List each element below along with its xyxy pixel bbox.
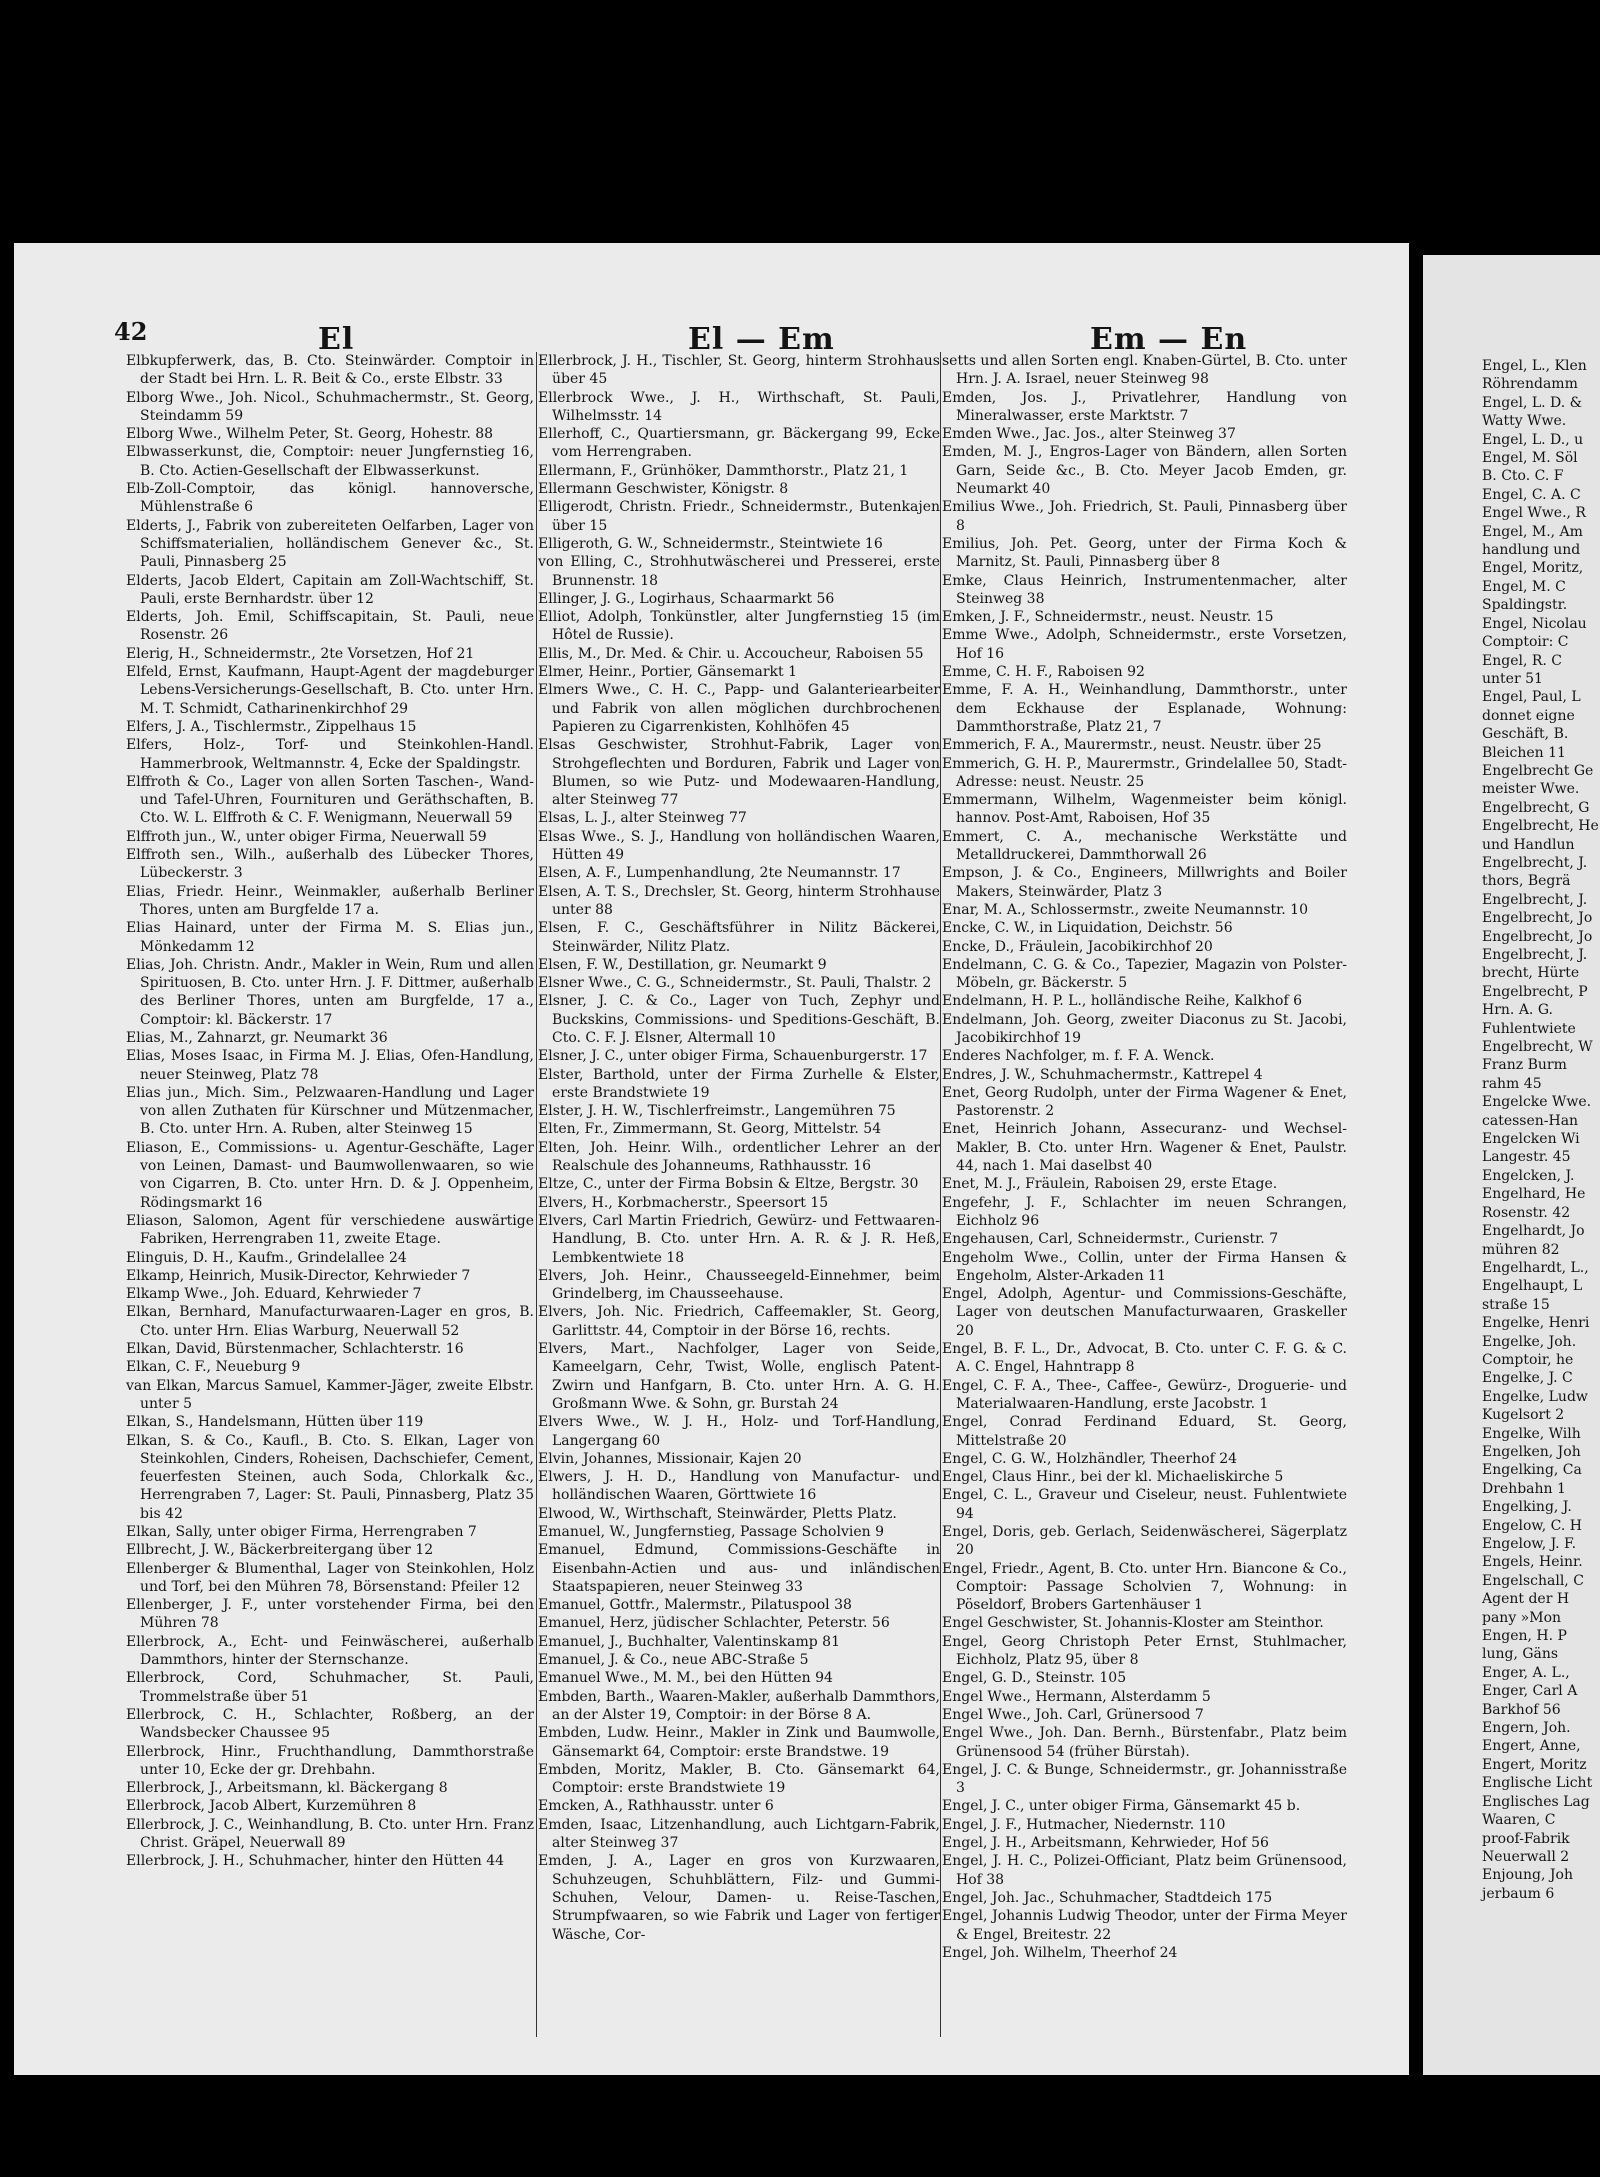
directory-entry: Eliason, E., Commissions- u. Agentur-Geschäfte, Lager von Leinen, Damast- und Baumwollenwaaren, so wie von Cigarren, B. Cto. unter Hrn. D. & J. Oppenheim, Rödingsmarkt 16	[126, 1139, 534, 1211]
directory-entry: Emmerich, F. A., Maurermstr., neust. Neustr. über 25	[942, 737, 1322, 754]
next-page-line: Spaldingstr.	[1482, 597, 1568, 614]
next-page-line: handlung und	[1482, 542, 1581, 559]
next-page-line: Engelbrecht, J.	[1482, 891, 1588, 908]
next-page-line: Engelcke Wwe.	[1482, 1094, 1592, 1111]
next-page-line: Franz Burm	[1482, 1057, 1567, 1074]
directory-entry: von Elling, C., Strohhutwäscherei und Presserei, erste Brunnenstr. 18	[538, 554, 940, 589]
directory-entry: Emme, C. H. F., Raboisen 92	[942, 664, 1145, 681]
directory-entry: Emanuel, J. & Co., neue ABC-Straße 5	[538, 1652, 809, 1669]
directory-entry: Ellerbrock, J. C., Weinhandlung, B. Cto. unter Hrn. Franz Christ. Gräpel, Neuerwall 89	[126, 1816, 534, 1852]
next-page-line: Fuhlentwiete	[1482, 1020, 1576, 1037]
directory-entry: Engehausen, Carl, Schneidermstr., Curienstr. 7	[942, 1231, 1279, 1248]
next-page-line: Comptoir, he	[1482, 1351, 1574, 1368]
directory-entry: Elinguis, D. H., Kaufm., Grindelallee 24	[126, 1249, 407, 1266]
directory-entry: Empson, J. & Co., Engineers, Millwrights and Boiler Makers, Steinwärder, Platz 3	[942, 865, 1347, 900]
next-page-line: Engelbrecht, G	[1482, 799, 1590, 816]
directory-entry: Elligeroth, G. W., Schneidermstr., Steintwiete 16	[538, 535, 883, 552]
directory-entry: Elias, Friedr. Heinr., Weinmakler, außerhalb Berliner Thores, unten am Burgfelde 17 a.	[126, 883, 534, 918]
next-page-line: mühren 82	[1482, 1241, 1560, 1258]
directory-entry: Elvers, Carl Martin Friedrich, Gewürz- und Fettwaaren-Handlung, B. Cto. unter Hrn. A. R. & J. R. Heß, Lembkentwiete 18	[538, 1212, 940, 1266]
directory-entry: Engel, J. H., Arbeitsmann, Kehrwieder, Hof 56	[942, 1835, 1269, 1852]
directory-entry: Emanuel, J., Buchhalter, Valentinskamp 81	[538, 1633, 840, 1650]
next-page-line: Engelke, Henri	[1482, 1315, 1590, 1332]
next-page-line: und Handlun	[1482, 836, 1575, 853]
next-page-line: Engel Wwe., R	[1482, 505, 1586, 522]
next-page-line: Agent der H	[1482, 1591, 1570, 1608]
directory-entry: Elborg Wwe., Wilhelm Peter, St. Georg, Hohestr. 88	[126, 426, 494, 443]
directory-entry: Ellerbrock, A., Echt- und Feinwäscherei, außerhalb Dammthors, hinter der Sternschanze.	[126, 1633, 534, 1669]
next-page-line: catessen-Han	[1482, 1112, 1579, 1129]
directory-entry: Emcken, A., Rathhausstr. unter 6	[538, 1798, 774, 1815]
directory-entry: Engel, J. F., Hutmacher, Niedernstr. 110	[942, 1816, 1226, 1833]
directory-entry: Engeholm Wwe., Collin, unter der Firma Hansen & Engeholm, Alster-Arkaden 11	[942, 1249, 1347, 1284]
directory-entry: Engel, C. G. W., Holzhändler, Theerhof 24	[942, 1450, 1238, 1467]
directory-entry: Elwers, J. H. D., Handlung von Manufactur- und holländischen Waaren, Görttwiete 16	[538, 1469, 940, 1504]
directory-entry: Ellenberger, J. F., unter vorstehender Firma, bei den Mühren 78	[126, 1597, 534, 1632]
running-head-left: El	[318, 322, 355, 357]
directory-entry: Emken, J. F., Schneidermstr., neust. Neustr. 15	[942, 609, 1274, 626]
directory-entry: Elsas Geschwister, Strohhut-Fabrik, Lager von Strohgeflechten und Borduren, Fabrik und Lager von Blumen, so wie Putz- und Modewaaren-Handlung, alter Steinweg 77	[538, 737, 940, 809]
directory-column-1	[126, 352, 534, 1871]
next-page-line: Engelhardt, Jo	[1482, 1223, 1585, 1240]
directory-entry: Elten, Joh. Heinr. Wilh., ordentlicher Lehrer an der Realschule des Johanneums, Rathhausstr. 16	[538, 1139, 940, 1175]
directory-entry: Enet, Heinrich Johann, Assecuranz- und Wechsel-Makler, B. Cto. unter Hrn. Wagener & Enet, Paulstr. 44, nach 1. Mai daselbst 40	[942, 1121, 1347, 1175]
next-page-column-fragment	[1482, 357, 1597, 1903]
next-page-line: Engelbrecht, Jo	[1482, 910, 1593, 927]
directory-entry: setts und allen Sorten engl. Knaben-Gürtel, B. Cto. unter Hrn. J. A. Israel, neuer Steinweg 98	[942, 353, 1347, 388]
directory-entry: Engel, Doris, geb. Gerlach, Seidenwäscherei, Sägerplatz 20	[942, 1524, 1347, 1559]
directory-entry: Elerig, H., Schneidermstr., 2te Vorsetzen, Hof 21	[126, 645, 475, 662]
directory-entry: Engel, Conrad Ferdinand Eduard, St. Georg, Mittelstraße 20	[942, 1414, 1347, 1449]
directory-entry: Emmerich, G. H. P., Maurermstr., Grindelallee 50, Stadt-Adresse: neust. Neustr. 25	[942, 755, 1347, 790]
directory-entry: Emme Wwe., Adolph, Schneidermstr., erste Vorsetzen, Hof 16	[942, 627, 1347, 662]
directory-entry: Enderes Nachfolger, m. f. F. A. Wenck.	[942, 1048, 1215, 1065]
next-page-line: Engel, C. A. C	[1482, 486, 1581, 503]
directory-entry: Emanuel, Edmund, Commissions-Geschäfte in Eisenbahn-Actien und aus- und inländischen Staatspapieren, neuer Steinweg 33	[538, 1542, 940, 1595]
directory-entry: Emme, F. A. H., Weinhandlung, Dammthorstr., unter dem Eckhause der Esplanade, Wohnung: Dammthorstraße, Platz 21, 7	[942, 682, 1347, 735]
directory-entry: Engel, J. H. C., Polizei-Officiant, Platz beim Grünensood, Hof 38	[942, 1853, 1347, 1888]
directory-entry: Elster, J. H. W., Tischlerfreimstr., Langemühren 75	[538, 1103, 896, 1120]
next-page-line: Engelcken Wi	[1482, 1131, 1580, 1148]
next-page-line: Engel, Nicolau	[1482, 615, 1587, 632]
directory-entry: Elfers, Holz-, Torf- und Steinkohlen-Handl. Hammerbrook, Weltmannstr. 4, Ecke der Spaldingstr.	[126, 737, 534, 772]
next-page-line: proof-Fabrik	[1482, 1830, 1570, 1847]
directory-entry: Emden, M. J., Engros-Lager von Bändern, allen Sorten Garn, Seide &c., B. Cto. Meyer Jacob Emden, gr. Neumarkt 40	[942, 444, 1347, 498]
next-page-line: Engelcken, J.	[1482, 1167, 1575, 1184]
next-page-line: Barkhof 56	[1482, 1701, 1561, 1718]
next-page-line: Engels, Heinr.	[1482, 1554, 1583, 1571]
next-page-line: donnet eigne	[1482, 707, 1575, 724]
directory-entry: Ellermann Geschwister, Königstr. 8	[538, 481, 789, 498]
next-page-line: Engelhardt, L.,	[1482, 1259, 1589, 1276]
directory-entry: Eliason, Salomon, Agent für verschiedene auswärtige Fabriken, Herrengraben 11, zweite Etage.	[126, 1212, 534, 1248]
directory-entry: Engel Wwe., Joh. Dan. Bernh., Bürstenfabr., Platz beim Grünensood 54 (früher Bürstah).	[942, 1725, 1347, 1760]
directory-entry: Elborg Wwe., Joh. Nicol., Schuhmachermstr., St. Georg, Steindamm 59	[126, 389, 534, 424]
directory-entry: Emden, Isaac, Litzenhandlung, auch Lichtgarn-Fabrik, alter Steinweg 37	[538, 1816, 940, 1852]
directory-entry: Elb-Zoll-Comptoir, das königl. hannoversche, Mühlenstraße 6	[126, 481, 534, 516]
next-page-line: Engelhard, He	[1482, 1186, 1586, 1203]
directory-entry: Elkamp, Heinrich, Musik-Director, Kehrwieder 7	[126, 1267, 471, 1284]
directory-entry: Elsen, A. F., Lumpenhandlung, 2te Neumannstr. 17	[538, 865, 901, 882]
directory-entry: Ellis, M., Dr. Med. & Chir. u. Accoucheur, Raboisen 55	[538, 645, 924, 662]
directory-entry: Engel, Joh. Jac., Schuhmacher, Stadtdeich 175	[942, 1889, 1273, 1906]
directory-entry: Embden, Ludw. Heinr., Makler in Zink und Baumwolle, Gänsemarkt 64, Comptoir: erste Brandstwe. 19	[538, 1725, 940, 1760]
directory-entry: Engel Wwe., Joh. Carl, Grünersood 7	[942, 1706, 1204, 1723]
directory-entry: Elten, Fr., Zimmermann, St. Georg, Mittelstr. 54	[538, 1121, 882, 1138]
directory-entry: Ellerbrock, Hinr., Fruchthandlung, Dammthorstraße unter 10, Ecke der gr. Drehbahn.	[126, 1743, 534, 1778]
directory-entry: Emke, Claus Heinrich, Instrumentenmacher, alter Steinweg 38	[942, 572, 1347, 607]
directory-entry: Ellermann, F., Grünhöker, Dammthorstr., Platz 21, 1	[538, 462, 909, 479]
directory-entry: Elster, Barthold, unter der Firma Zurhelle & Elster, erste Brandstwiete 19	[538, 1066, 940, 1101]
directory-entry: Engel, Johannis Ludwig Theodor, unter der Firma Meyer & Engel, Breitestr. 22	[942, 1908, 1347, 1943]
next-page-line: Engel, R. C	[1482, 652, 1563, 669]
directory-entry: Enar, M. A., Schlossermstr., zweite Neumannstr. 10	[942, 901, 1308, 918]
directory-entry: Emanuel, W., Jungfernstieg, Passage Scholvien 9	[538, 1524, 885, 1540]
directory-entry: Embden, Barth., Waaren-Makler, außerhalb Dammthors, an der Alster 19, Comptoir: in der Börse 8 A.	[538, 1688, 940, 1723]
directory-entry: Ellerbrock, Jacob Albert, Kurzemühren 8	[126, 1798, 417, 1815]
next-page-line: Engel, M., Am	[1482, 523, 1583, 540]
running-head-center: El — Em	[688, 322, 835, 357]
directory-entry: Elsen, F. C., Geschäftsführer in Nilitz Bäckerei, Steinwärder, Nilitz Platz.	[538, 920, 940, 955]
directory-entry: Endres, J. W., Schuhmachermstr., Kattrepel 4	[942, 1066, 1263, 1083]
directory-entry: Emanuel Wwe., M. M., bei den Hütten 94	[538, 1670, 833, 1687]
directory-entry: Embden, Moritz, Makler, B. Cto. Gänsemarkt 64, Comptoir: erste Brandstwiete 19	[538, 1761, 940, 1797]
directory-entry: Elbkupferwerk, das, B. Cto. Steinwärder. Comptoir in der Stadt bei Hrn. L. R. Beit & Co., erste Elbstr. 33	[126, 353, 534, 388]
next-page-line: Engel, M. C	[1482, 578, 1566, 595]
directory-entry: Elffroth jun., W., unter obiger Firma, Neuerwall 59	[126, 828, 487, 845]
next-page-line: meister Wwe.	[1482, 781, 1580, 798]
next-page-line: pany »Mon	[1482, 1609, 1562, 1626]
directory-entry: Engel, Adolph, Agentur- und Commissions-Geschäfte, Lager von deutschen Manufacturwaaren, Graskeller 20	[942, 1286, 1347, 1339]
directory-entry: Engel, Claus Hinr., bei der kl. Michaeliskirche 5	[942, 1469, 1284, 1486]
next-page-line: Röhrendamm	[1482, 376, 1578, 393]
next-page-line: Enger, Carl A	[1482, 1683, 1578, 1700]
directory-entry: Elvers, H., Korbmacherstr., Speersort 15	[538, 1194, 829, 1211]
next-page-line: Engelbrecht, W	[1482, 1039, 1593, 1056]
next-page-line: Geschäft, B.	[1482, 726, 1569, 743]
next-page-line: Enger, A. L.,	[1482, 1664, 1570, 1681]
next-page-line: Watty Wwe.	[1482, 413, 1567, 430]
directory-entry: Emanuel, Herz, jüdischer Schlachter, Peterstr. 56	[538, 1615, 890, 1632]
directory-entry: Emanuel, Gottfr., Malermstr., Pilatuspool 38	[538, 1597, 852, 1614]
directory-entry: Elkan, C. F., Neueburg 9	[126, 1359, 301, 1376]
directory-entry: Engel Wwe., Hermann, Alsterdamm 5	[942, 1688, 1211, 1705]
directory-entry: Elkan, Sally, unter obiger Firma, Herrengraben 7	[126, 1524, 477, 1540]
directory-entry: Endelmann, H. P. L., holländische Reihe, Kalkhof 6	[942, 993, 1302, 1010]
directory-entry: Engel, C. F. A., Thee-, Caffee-, Gewürz-, Droguerie- und Materialwaaren-Handlung, erste Jacobstr. 1	[942, 1377, 1347, 1412]
directory-entry: Elderts, Joh. Emil, Schiffscapitain, St. Pauli, neue Rosenstr. 26	[126, 609, 534, 644]
next-page-line: rahm 45	[1482, 1075, 1542, 1092]
directory-entry: Engel, Friedr., Agent, B. Cto. unter Hrn. Biancone & Co., Comptoir: Passage Scholvien 7, Wohnung: in Pöseldorf, Brobers Gartenhäuser 1	[942, 1560, 1347, 1614]
directory-entry: Elias, Moses Isaac, in Firma M. J. Elias, Ofen-Handlung, neuer Steinweg, Platz 78	[126, 1048, 534, 1083]
directory-entry: Emmert, C. A., mechanische Werkstätte und Metalldruckerei, Dammthorwall 26	[942, 828, 1347, 864]
directory-entry: Engel, Georg Christoph Peter Ernst, Stuhlmacher, Eichholz, Platz 95, über 8	[942, 1633, 1347, 1669]
directory-entry: Engel, J. C., unter obiger Firma, Gänsemarkt 45 b.	[942, 1798, 1301, 1815]
directory-entry: Elvers, Joh. Nic. Friedrich, Caffeemakler, St. Georg, Garlittstr. 44, Comptoir in der Börse 16, rechts.	[538, 1304, 940, 1339]
next-page-line: thors, Begrä	[1482, 873, 1571, 890]
next-page-line: Engelbrecht, J.	[1482, 947, 1588, 963]
directory-entry: Elsen, F. W., Destillation, gr. Neumarkt 9	[538, 956, 827, 973]
next-page-line: unter 51	[1482, 670, 1543, 687]
next-page-line: Engelbrecht, P	[1482, 983, 1588, 1000]
directory-entry: Elias, M., Zahnarzt, gr. Neumarkt 36	[126, 1029, 388, 1046]
next-page-line: Engelking, Ca	[1482, 1462, 1582, 1479]
directory-entry: Elffroth & Co., Lager von allen Sorten Taschen-, Wand- und Tafel-Uhren, Fournituren und Geräthschaften, B. Cto. W. L. Elffroth & C. F. Wenigmann, Neuerwall 59	[126, 773, 534, 827]
directory-column-3	[942, 352, 1347, 1962]
page-number: 42	[114, 317, 148, 346]
directory-entry: Emden Wwe., Jac. Jos., alter Steinweg 37	[942, 426, 1236, 443]
next-page-line: Bleichen 11	[1482, 744, 1566, 761]
next-page-line: Engelbrecht Ge	[1482, 762, 1594, 779]
next-page-line: Engel, M. Söl	[1482, 450, 1578, 467]
directory-entry: Elkan, S. & Co., Kaufl., B. Cto. S. Elkan, Lager von Steinkohlen, Cinders, Roheisen, Dachschiefer, Cement, feuerfesten Steinen, auch Soda, Chlorkalk &c., Herrengraben 7, Lager: St. Pauli, Pinnasberg, Platz 35 bis 42	[126, 1432, 534, 1522]
next-page-line: Engelke, Wilh	[1482, 1425, 1581, 1442]
next-page-line: Englische Licht	[1482, 1775, 1593, 1792]
directory-entry: Elkamp Wwe., Joh. Eduard, Kehrwieder 7	[126, 1286, 422, 1303]
next-page-line: Langestr. 45	[1482, 1149, 1571, 1166]
directory-entry: Elfeld, Ernst, Kaufmann, Haupt-Agent der magdeburger Lebens-Versicherungs-Gesellschaft, B. Cto. unter Hrn. M. T. Schmidt, Catharinenkirchhof 29	[126, 664, 534, 717]
directory-entry: Ellerbrock, Cord, Schuhmacher, St. Pauli, Trommelstraße über 51	[126, 1670, 534, 1705]
directory-entry: Elderts, Jacob Eldert, Capitain am Zoll-Wachtschiff, St. Pauli, erste Bernhardstr. über 12	[126, 572, 534, 607]
directory-entry: Emmermann, Wilhelm, Wagenmeister beim königl. hannov. Post-Amt, Raboisen, Hof 35	[942, 792, 1347, 827]
directory-entry: Elvin, Johannes, Missionair, Kajen 20	[538, 1450, 802, 1467]
next-page-line: Engelken, Joh	[1482, 1443, 1581, 1460]
directory-entry: Ellerhoff, C., Quartiersmann, gr. Bäckergang 99, Ecke vom Herrengraben.	[538, 426, 940, 461]
directory-entry: Ellerbrock, C. H., Schlachter, Roßberg, an der Wandsbecker Chaussee 95	[126, 1706, 534, 1742]
directory-entry: Enet, M. J., Fräulein, Raboisen 29, erste Etage.	[942, 1176, 1278, 1193]
next-page-line: Engelbrecht, Jo	[1482, 928, 1593, 945]
directory-entry: Ellbrecht, J. W., Bäckerbreitergang über 12	[126, 1542, 434, 1559]
next-page-line: Engern, Joh.	[1482, 1720, 1571, 1737]
column-rule	[536, 352, 537, 2037]
next-page-line: Engelking, J.	[1482, 1499, 1572, 1516]
directory-entry: Elderts, J., Fabrik von zubereiteten Oelfarben, Lager von Schiffsmaterialien, holländischem Genever &c., St. Pauli, Pinnasberg 25	[126, 517, 534, 571]
next-page-line: B. Cto. C. F	[1482, 468, 1564, 485]
directory-entry: Elsas, L. J., alter Steinweg 77	[538, 810, 747, 827]
next-page-line: Englisches Lag	[1482, 1793, 1590, 1810]
directory-entry: Elvers, Mart., Nachfolger, Lager von Seide, Kameelgarn, Cehr, Twist, Wolle, englisch Patent-Zwirn und Hanfgarn, B. Cto. unter Hrn. A. G. H. Großmann Wwe. & Sohn, gr. Burstah 24	[538, 1341, 940, 1412]
directory-entry: Elias jun., Mich. Sim., Pelzwaaren-Handlung und Lager von allen Zuthaten für Kürschner und Mützenmacher, B. Cto. unter Hrn. A. Ruben, alter Steinweg 15	[126, 1084, 534, 1138]
directory-entry: Elkan, Bernhard, Manufacturwaaren-Lager en gros, B. Cto. unter Hrn. Elias Warburg, Neuerwall 52	[126, 1304, 534, 1339]
directory-entry: Engel Geschwister, St. Johannis-Kloster am Steinthor.	[942, 1615, 1324, 1632]
directory-entry: Enet, Georg Rudolph, unter der Firma Wagener & Enet, Pastorenstr. 2	[942, 1084, 1347, 1120]
directory-entry: Ellerbrock Wwe., J. H., Wirthschaft, St. Pauli, Wilhelmsstr. 14	[538, 389, 940, 424]
directory-entry: Elsner, J. C. & Co., Lager von Tuch, Zephyr und Buckskins, Commissions- und Speditions-Geschäft, B. Cto. C. F. J. Elsner, Altermall 10	[538, 993, 940, 1046]
directory-entry: Engel, J. C. & Bunge, Schneidermstr., gr. Johannisstraße 3	[942, 1761, 1347, 1797]
next-page-line: Engel, Moritz,	[1482, 560, 1584, 577]
next-page-line: lung, Gäns	[1482, 1646, 1559, 1663]
next-page-line: Engelke, Joh.	[1482, 1333, 1577, 1350]
book-gutter	[1409, 243, 1423, 2075]
next-page-line: Rosenstr. 42	[1482, 1204, 1571, 1221]
directory-entry: Elsner Wwe., C. G., Schneidermstr., St. Pauli, Thalstr. 2	[538, 975, 932, 992]
directory-entry: Ellerbrock, J., Arbeitsmann, kl. Bäckergang 8	[126, 1780, 448, 1797]
next-page-line: Engelke, J. C	[1482, 1370, 1573, 1387]
next-page-line: Engen, H. P	[1482, 1628, 1567, 1645]
next-page-line: Engert, Moritz	[1482, 1756, 1587, 1773]
directory-entry: Elmer, Heinr., Portier, Gänsemarkt 1	[538, 664, 798, 681]
directory-entry: Elwood, W., Wirthschaft, Steinwärder, Pletts Platz.	[538, 1505, 897, 1522]
next-page-line: jerbaum 6	[1482, 1885, 1555, 1902]
directory-entry: Emden, Jos. J., Privatlehrer, Handlung von Mineralwasser, erste Marktstr. 7	[942, 389, 1347, 424]
directory-entry: Emilius, Joh. Pet. Georg, unter der Firma Koch & Marnitz, St. Pauli, Pinnasberg über 8	[942, 535, 1347, 571]
next-page-line: Engelschall, C	[1482, 1572, 1584, 1589]
next-page-line: Neuerwall 2	[1482, 1848, 1570, 1865]
directory-entry: Elkan, David, Bürstenmacher, Schlachterstr. 16	[126, 1341, 464, 1358]
directory-entry: Elias, Joh. Christn. Andr., Makler in Wein, Rum und allen Spirituosen, B. Cto. unter Hrn. J. F. Dittmer, außerhalb des Berliner Thores, unten am Burgfelde, 17 a., Comptoir: kl. Bäckerstr. 17	[126, 956, 534, 1028]
directory-entry: Elfers, J. A., Tischlermstr., Zippelhaus 15	[126, 718, 417, 735]
directory-entry: Elffroth sen., Wilh., außerhalb des Lübecker Thores, Lübeckerstr. 3	[126, 847, 534, 882]
directory-entry: Elliot, Adolph, Tonkünstler, alter Jungfernstieg 15 (im Hôtel de Russie).	[538, 609, 940, 644]
directory-entry: Elbwasserkunst, die, Comptoir: neuer Jungfernstieg 16, B. Cto. Actien-Gesellschaft der Elbwasserkunst.	[126, 444, 534, 479]
directory-entry: Elvers, Joh. Heinr., Chausseegeld-Einnehmer, beim Grindelberg, im Chausseehause.	[538, 1267, 940, 1303]
directory-entry: Engel, C. L., Graveur und Ciseleur, neust. Fuhlentwiete 94	[942, 1487, 1347, 1522]
next-page-line: Kugelsort 2	[1482, 1407, 1565, 1424]
next-page-line: Comptoir: C	[1482, 634, 1569, 651]
directory-entry: Ellinger, J. G., Logirhaus, Schaarmarkt 56	[538, 590, 835, 607]
directory-entry: van Elkan, Marcus Samuel, Kammer-Jäger, zweite Elbstr. unter 5	[126, 1377, 534, 1412]
running-head-right: Em — En	[1090, 322, 1248, 357]
next-page-line: Engert, Anne,	[1482, 1738, 1581, 1755]
directory-entry: Engel, Joh. Wilhelm, Theerhof 24	[942, 1944, 1178, 1961]
column-rule	[940, 352, 941, 2037]
directory-entry: Ellenberger & Blumenthal, Lager von Steinkohlen, Holz und Torf, bei den Mühren 78, Börsenstand: Pfeiler 12	[126, 1560, 534, 1595]
next-page-line: Engelbrecht, He	[1482, 818, 1599, 835]
directory-entry: Emden, J. A., Lager en gros von Kurzwaaren, Schuhzeugen, Schuhblättern, Filz- und Gummi-Schuhen, Velour, Damen- u. Reise-Taschen, Strumpfwaaren, so wie Fabrik und Lager von fertiger Wäsche, Cor-	[538, 1853, 940, 1943]
directory-entry: Ellerbrock, J. H., Schuhmacher, hinter den Hütten 44	[126, 1853, 505, 1870]
next-page-line: Engel, L. D., u	[1482, 431, 1584, 448]
next-page-line: brecht, Hürte	[1482, 965, 1580, 982]
next-page-line: Hrn. A. G.	[1482, 1002, 1553, 1019]
directory-entry: Elsen, A. T. S., Drechsler, St. Georg, hinterm Strohhause unter 88	[538, 883, 940, 918]
directory-entry: Elsas Wwe., S. J., Handlung von holländischen Waaren, Hütten 49	[538, 828, 940, 864]
next-page-line: Engel, Paul, L	[1482, 689, 1581, 706]
next-page-line: Enjoung, Joh	[1482, 1867, 1573, 1884]
directory-entry: Engel, G. D., Steinstr. 105	[942, 1670, 1127, 1687]
next-page-line: Engelow, C. H	[1482, 1517, 1582, 1534]
next-page-line: Waaren, C	[1482, 1812, 1556, 1829]
next-page-line: Engelke, Ludw	[1482, 1388, 1588, 1405]
directory-entry: Eltze, C., unter der Firma Bobsin & Eltze, Bergstr. 30	[538, 1176, 919, 1193]
next-page-line: Drehbahn 1	[1482, 1480, 1566, 1497]
directory-entry: Endelmann, C. G. & Co., Tapezier, Magazin von Polster-Möbeln, gr. Bäckerstr. 5	[942, 956, 1347, 992]
next-page-line: Engelow, J. F.	[1482, 1536, 1577, 1552]
directory-entry: Elsner, J. C., unter obiger Firma, Schauenburgerstr. 17	[538, 1048, 928, 1065]
directory-entry: Emilius Wwe., Joh. Friedrich, St. Pauli, Pinnasberg über 8	[942, 499, 1347, 534]
next-page-line: Engel, L., Klen	[1482, 358, 1587, 374]
directory-column-2	[538, 352, 940, 1944]
directory-entry: Elligerodt, Christn. Friedr., Schneidermstr., Butenkajen über 15	[538, 499, 940, 534]
directory-entry: Elvers Wwe., W. J. H., Holz- und Torf-Handlung, Langergang 60	[538, 1414, 940, 1449]
directory-entry: Elmers Wwe., C. H. C., Papp- und Galanteriearbeiter und Fabrik von allen möglichen durchbrochenen Papieren zu Cigarrenkisten, Kohlhöfen 45	[538, 682, 940, 735]
directory-entry: Endelmann, Joh. Georg, zweiter Diaconus zu St. Jacobi, Jacobikirchhof 19	[942, 1011, 1347, 1046]
directory-entry: Elkan, S., Handelsmann, Hütten über 119	[126, 1414, 424, 1431]
next-page-line: Engelhaupt, L	[1482, 1278, 1583, 1295]
directory-entry: Encke, C. W., in Liquidation, Deichstr. 56	[942, 920, 1233, 937]
next-page-line: Engelbrecht, J.	[1482, 854, 1588, 871]
directory-entry: Elias Hainard, unter der Firma M. S. Elias jun., Mönkedamm 12	[126, 920, 534, 955]
next-page-line: Engel, L. D. &	[1482, 394, 1583, 411]
directory-entry: Encke, D., Fräulein, Jacobikirchhof 20	[942, 938, 1213, 955]
directory-entry: Engefehr, J. F., Schlachter im neuen Schrangen, Eichholz 96	[942, 1194, 1347, 1229]
next-page-line: straße 15	[1482, 1296, 1550, 1313]
directory-entry: Engel, B. F. L., Dr., Advocat, B. Cto. unter C. F. G. & C. A. C. Engel, Hahntrapp 8	[942, 1341, 1347, 1376]
directory-entry: Ellerbrock, J. H., Tischler, St. Georg, hinterm Strohhaus über 45	[538, 353, 940, 388]
